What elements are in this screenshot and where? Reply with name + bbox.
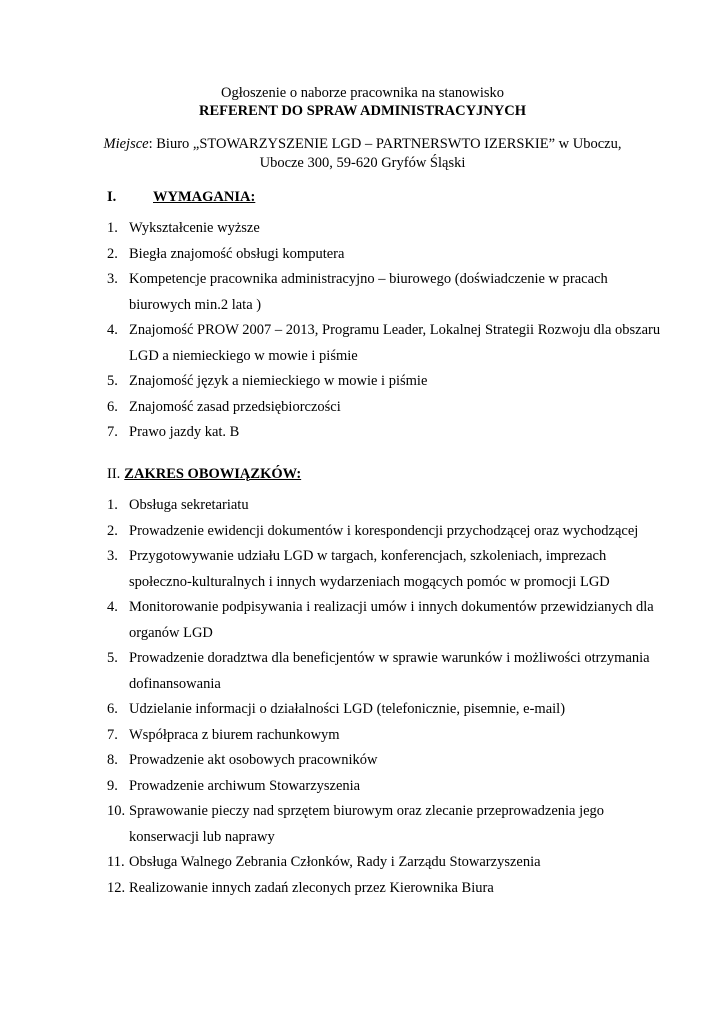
- list-item: [107, 395, 667, 421]
- item-number: 4.: [107, 599, 118, 615]
- list-item: [107, 850, 667, 876]
- list-item: [107, 723, 667, 749]
- list-item: [107, 544, 667, 595]
- list-item: [107, 420, 667, 446]
- item-number: 11.: [107, 854, 125, 870]
- item-text: Prowadzenie ewidencji dokumentów i korespondencji przychodzącej oraz wychodzącej: [129, 522, 639, 539]
- place-line: [0, 135, 725, 153]
- item-number: 1.: [107, 497, 118, 513]
- item-number: 4.: [107, 322, 118, 338]
- item-text: Udzielanie informacji o działalności LGD (telefonicznie, pisemnie, e-mail): [129, 701, 566, 717]
- list-item: [107, 318, 667, 369]
- item-text: Obsługa sekretariatu: [129, 497, 249, 513]
- item-text: Prawo jazdy kat. B: [129, 424, 240, 440]
- section-requirements-title: [107, 188, 255, 206]
- list-item: [107, 369, 667, 395]
- item-text: Monitorowanie podpisywania i realizacji umów i innych dokumentów przewidzianych dla organów LGD: [129, 599, 654, 641]
- list-item: [107, 774, 667, 800]
- item-text: Sprawowanie pieczy nad sprzętem biurowym oraz zlecanie przeprowadzenia jego konserwacji lub naprawy: [129, 803, 605, 845]
- section-number: I.: [107, 189, 117, 205]
- section-number: II.: [107, 466, 121, 482]
- item-number: 7.: [107, 726, 118, 743]
- item-text: Przygotowywanie udziału LGD w targach, konferencjach, szkoleniach, imprezach społeczno-kulturalnych i innych wydarzeniach mogących pomóc w promocji LGD: [129, 548, 610, 590]
- item-text: Realizowanie innych zadań zleconych przez Kierownika Biura: [129, 879, 494, 896]
- announcement-heading: Ogłoszenie o naborze pracownika na stanowisko: [220, 85, 505, 101]
- item-text: Znajomość zasad przedsiębiorczości: [129, 398, 341, 415]
- requirements-list: [107, 216, 667, 446]
- item-text: Prowadzenie archiwum Stowarzyszenia: [129, 777, 361, 794]
- list-item: [107, 876, 667, 902]
- item-text: Wykształcenie wyższe: [129, 220, 260, 236]
- item-number: 5.: [107, 373, 118, 389]
- list-item: [107, 646, 667, 697]
- item-number: 2.: [107, 522, 118, 539]
- section-title-text: WYMAGANIA:: [153, 189, 256, 205]
- item-number: 7.: [107, 424, 118, 440]
- item-number: 5.: [107, 650, 118, 666]
- position-title: REFERENT DO SPRAW ADMINISTRACYJNYCH: [199, 103, 526, 119]
- item-number: 3.: [107, 271, 118, 287]
- list-item: [107, 799, 667, 850]
- item-text: Obsługa Walnego Zebrania Członków, Rady i Zarządu Stowarzyszenia: [129, 854, 541, 870]
- item-number: 2.: [107, 245, 118, 262]
- item-text: Współpraca z biurem rachunkowym: [129, 726, 340, 743]
- item-text: Znajomość PROW 2007 – 2013, Programu Leader, Lokalnej Strategii Rozwoju dla obszaru LGD a niemieckiego w mowie i piśmie: [129, 322, 661, 364]
- item-text: Kompetencje pracownika administracyjno – biurowego (doświadczenie w pracach biurowych min.2 lata ): [129, 271, 608, 313]
- duties-list: [107, 493, 667, 901]
- item-number: 3.: [107, 548, 118, 564]
- item-number: 10.: [107, 803, 126, 819]
- list-item: [107, 697, 667, 723]
- list-item: [107, 267, 667, 318]
- item-number: 9.: [107, 777, 118, 794]
- item-number: 6.: [107, 398, 118, 415]
- list-item: [107, 242, 667, 268]
- list-item: [107, 748, 667, 774]
- section-title-text: ZAKRES OBOWIĄZKÓW:: [124, 466, 302, 482]
- list-item: [107, 216, 667, 242]
- item-text: Prowadzenie akt osobowych pracowników: [129, 752, 378, 768]
- item-number: 8.: [107, 752, 118, 768]
- place-address-line1: : Biuro „STOWARZYSZENIE LGD – PARTNERSWTO IZERSKIE” w Uboczu,: [148, 136, 622, 152]
- item-text: Biegła znajomość obsługi komputera: [129, 245, 345, 262]
- item-number: 12.: [107, 879, 126, 896]
- item-number: 1.: [107, 220, 118, 236]
- list-item: [107, 519, 667, 545]
- item-number: 6.: [107, 701, 118, 717]
- item-text: Prowadzenie doradztwa dla beneficjentów w sprawie warunków i możliwości otrzymania dofinansowania: [129, 650, 650, 692]
- section-duties-title: [107, 465, 301, 483]
- list-item: [107, 493, 667, 519]
- place-address-line2: Ubocze 300, 59-620 Gryfów Śląski: [259, 155, 466, 171]
- item-text: Znajomość język a niemieckiego w mowie i piśmie: [129, 373, 428, 389]
- place-label: Miejsce: [103, 136, 149, 152]
- list-item: [107, 595, 667, 646]
